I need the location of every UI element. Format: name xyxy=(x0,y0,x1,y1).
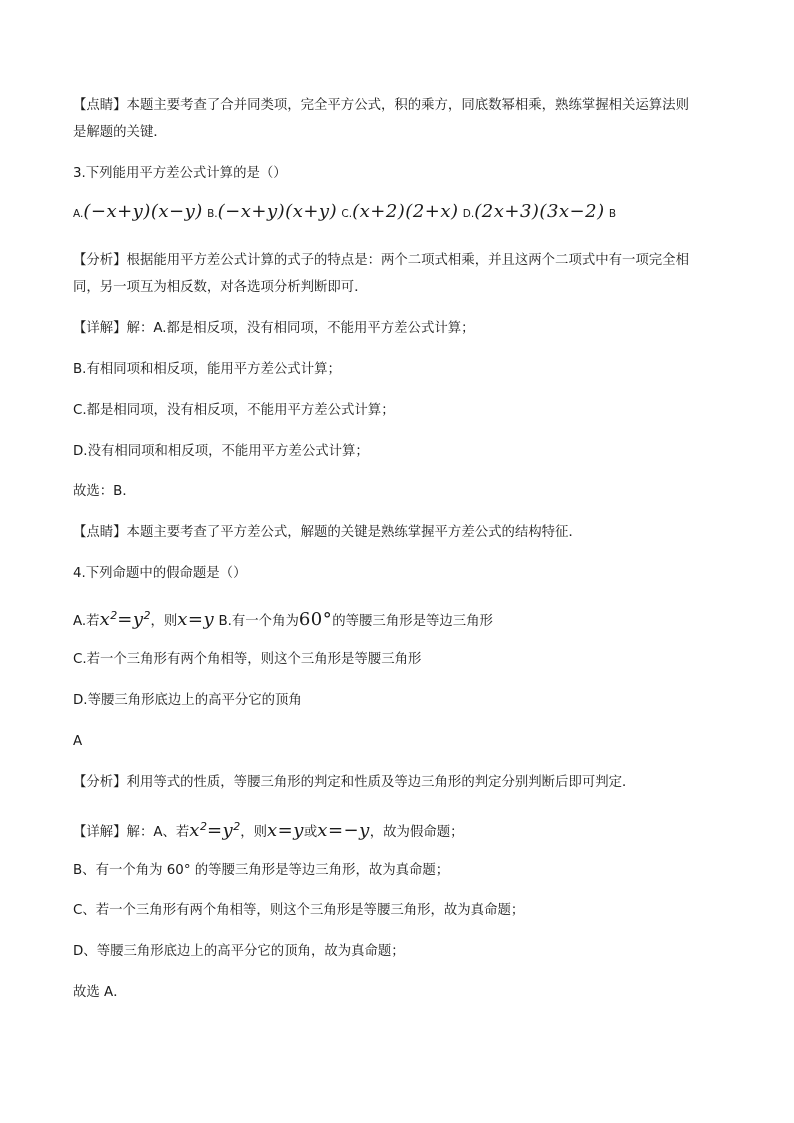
detail-result-1: x=y xyxy=(267,820,304,841)
question-4-detail-b: B、有一个角为 60° 的等腰三角形是等边三角形，故为真命题； xyxy=(73,863,450,878)
option-a-eq-mid: =y xyxy=(117,609,144,630)
comment-line-1: 【点睛】本题主要考查了合并同类项，完全平方公式，积的乘方，同底数幂相乘，熟练掌握相关运算法则 xyxy=(73,98,689,113)
question-4-detail-d: D、等腰三角形底边上的高平分它的顶角，故为真命题； xyxy=(73,944,405,959)
option-a-then: ，则 xyxy=(150,614,178,629)
option-a-label: A. xyxy=(73,208,84,220)
option-b-angle: 60° xyxy=(298,609,333,630)
comment-line-2: 是解题的关键． xyxy=(73,125,167,140)
question-4-option-ab xyxy=(73,606,733,632)
detail-result-2: x=−y xyxy=(317,820,370,841)
option-a-result: x=y xyxy=(177,609,215,630)
option-b-label: B. xyxy=(207,208,218,220)
question-3-stem: 3.下列能用平方差公式计算的是（） xyxy=(73,166,287,181)
option-b-prefix: B.有一个角为 xyxy=(218,614,299,629)
analysis-line-1: 【分析】根据能用平方差公式计算的式子的特点是：两个二项式相乘，并且这两个二项式中有一项完全相 xyxy=(73,253,689,268)
option-d-label: D. xyxy=(462,208,475,220)
question-3-options xyxy=(73,202,733,224)
detail-eq-sup2: 2 xyxy=(233,820,241,833)
analysis-line-2: 同，另一项互为相反数，对各选项分析判断即可． xyxy=(73,280,368,295)
question-4-choice: 故选 A． xyxy=(73,985,127,1000)
detail-then: ，则 xyxy=(240,825,267,840)
option-c-expression: (x+2)(2+x) xyxy=(352,201,459,222)
option-a-prefix: A.若 xyxy=(73,614,100,629)
option-b-expression: (−x+y)(x+y) xyxy=(217,201,338,222)
answer: B xyxy=(608,208,617,220)
detail-or: 或 xyxy=(303,825,318,840)
choice-statement: 故选：B． xyxy=(73,484,136,499)
question-4-analysis: 【分析】利用等式的性质，等腰三角形的判定和性质及等边三角形的判定分别判断后即可判定． xyxy=(73,775,636,790)
detail-b: B.有相同项和相反项，能用平方差公式计算； xyxy=(73,362,341,377)
question-4-detail-a xyxy=(73,817,733,843)
detail-prefix: 【详解】解：A、若 xyxy=(73,825,190,840)
question-4-stem: 4.下列命题中的假命题是（） xyxy=(73,566,247,581)
question-4-detail-c: C、若一个三角形有两个角相等，则这个三角形是等腰三角形，故为真命题； xyxy=(73,903,525,918)
detail-eq-lhs: x xyxy=(189,820,200,841)
comment-q3: 【点睛】本题主要考查了平方差公式，解题的关键是熟练掌握平方差公式的结构特征． xyxy=(73,525,582,540)
detail-a: 【详解】解：A.都是相反项，没有相同项，不能用平方差公式计算； xyxy=(73,321,475,336)
question-4-option-c: C.若一个三角形有两个角相等，则这个三角形是等腰三角形 xyxy=(73,652,422,667)
option-a-expression: (−x+y)(x−y) xyxy=(83,201,203,222)
option-c-label: C. xyxy=(341,208,353,220)
detail-c: C.都是相同项，没有相反项，不能用平方差公式计算； xyxy=(73,403,395,418)
question-4-option-d: D.等腰三角形底边上的高平分它的顶角 xyxy=(73,693,302,708)
option-a-eq-sup1: 2 xyxy=(110,609,118,622)
option-a-eq-sup2: 2 xyxy=(143,609,151,622)
detail-eq-mid: =y xyxy=(206,820,234,841)
option-a-eq-lhs: x xyxy=(99,609,111,630)
detail-eq-sup1: 2 xyxy=(199,820,207,833)
option-b-suffix: 的等腰三角形是等边三角形 xyxy=(332,614,493,629)
detail-tail: ，故为假命题； xyxy=(369,825,464,840)
detail-d: D.没有相同项和相反项，不能用平方差公式计算； xyxy=(73,444,369,459)
question-4-answer: A xyxy=(73,734,83,749)
option-d-expression: (2x+3)(3x−2) xyxy=(474,201,605,222)
